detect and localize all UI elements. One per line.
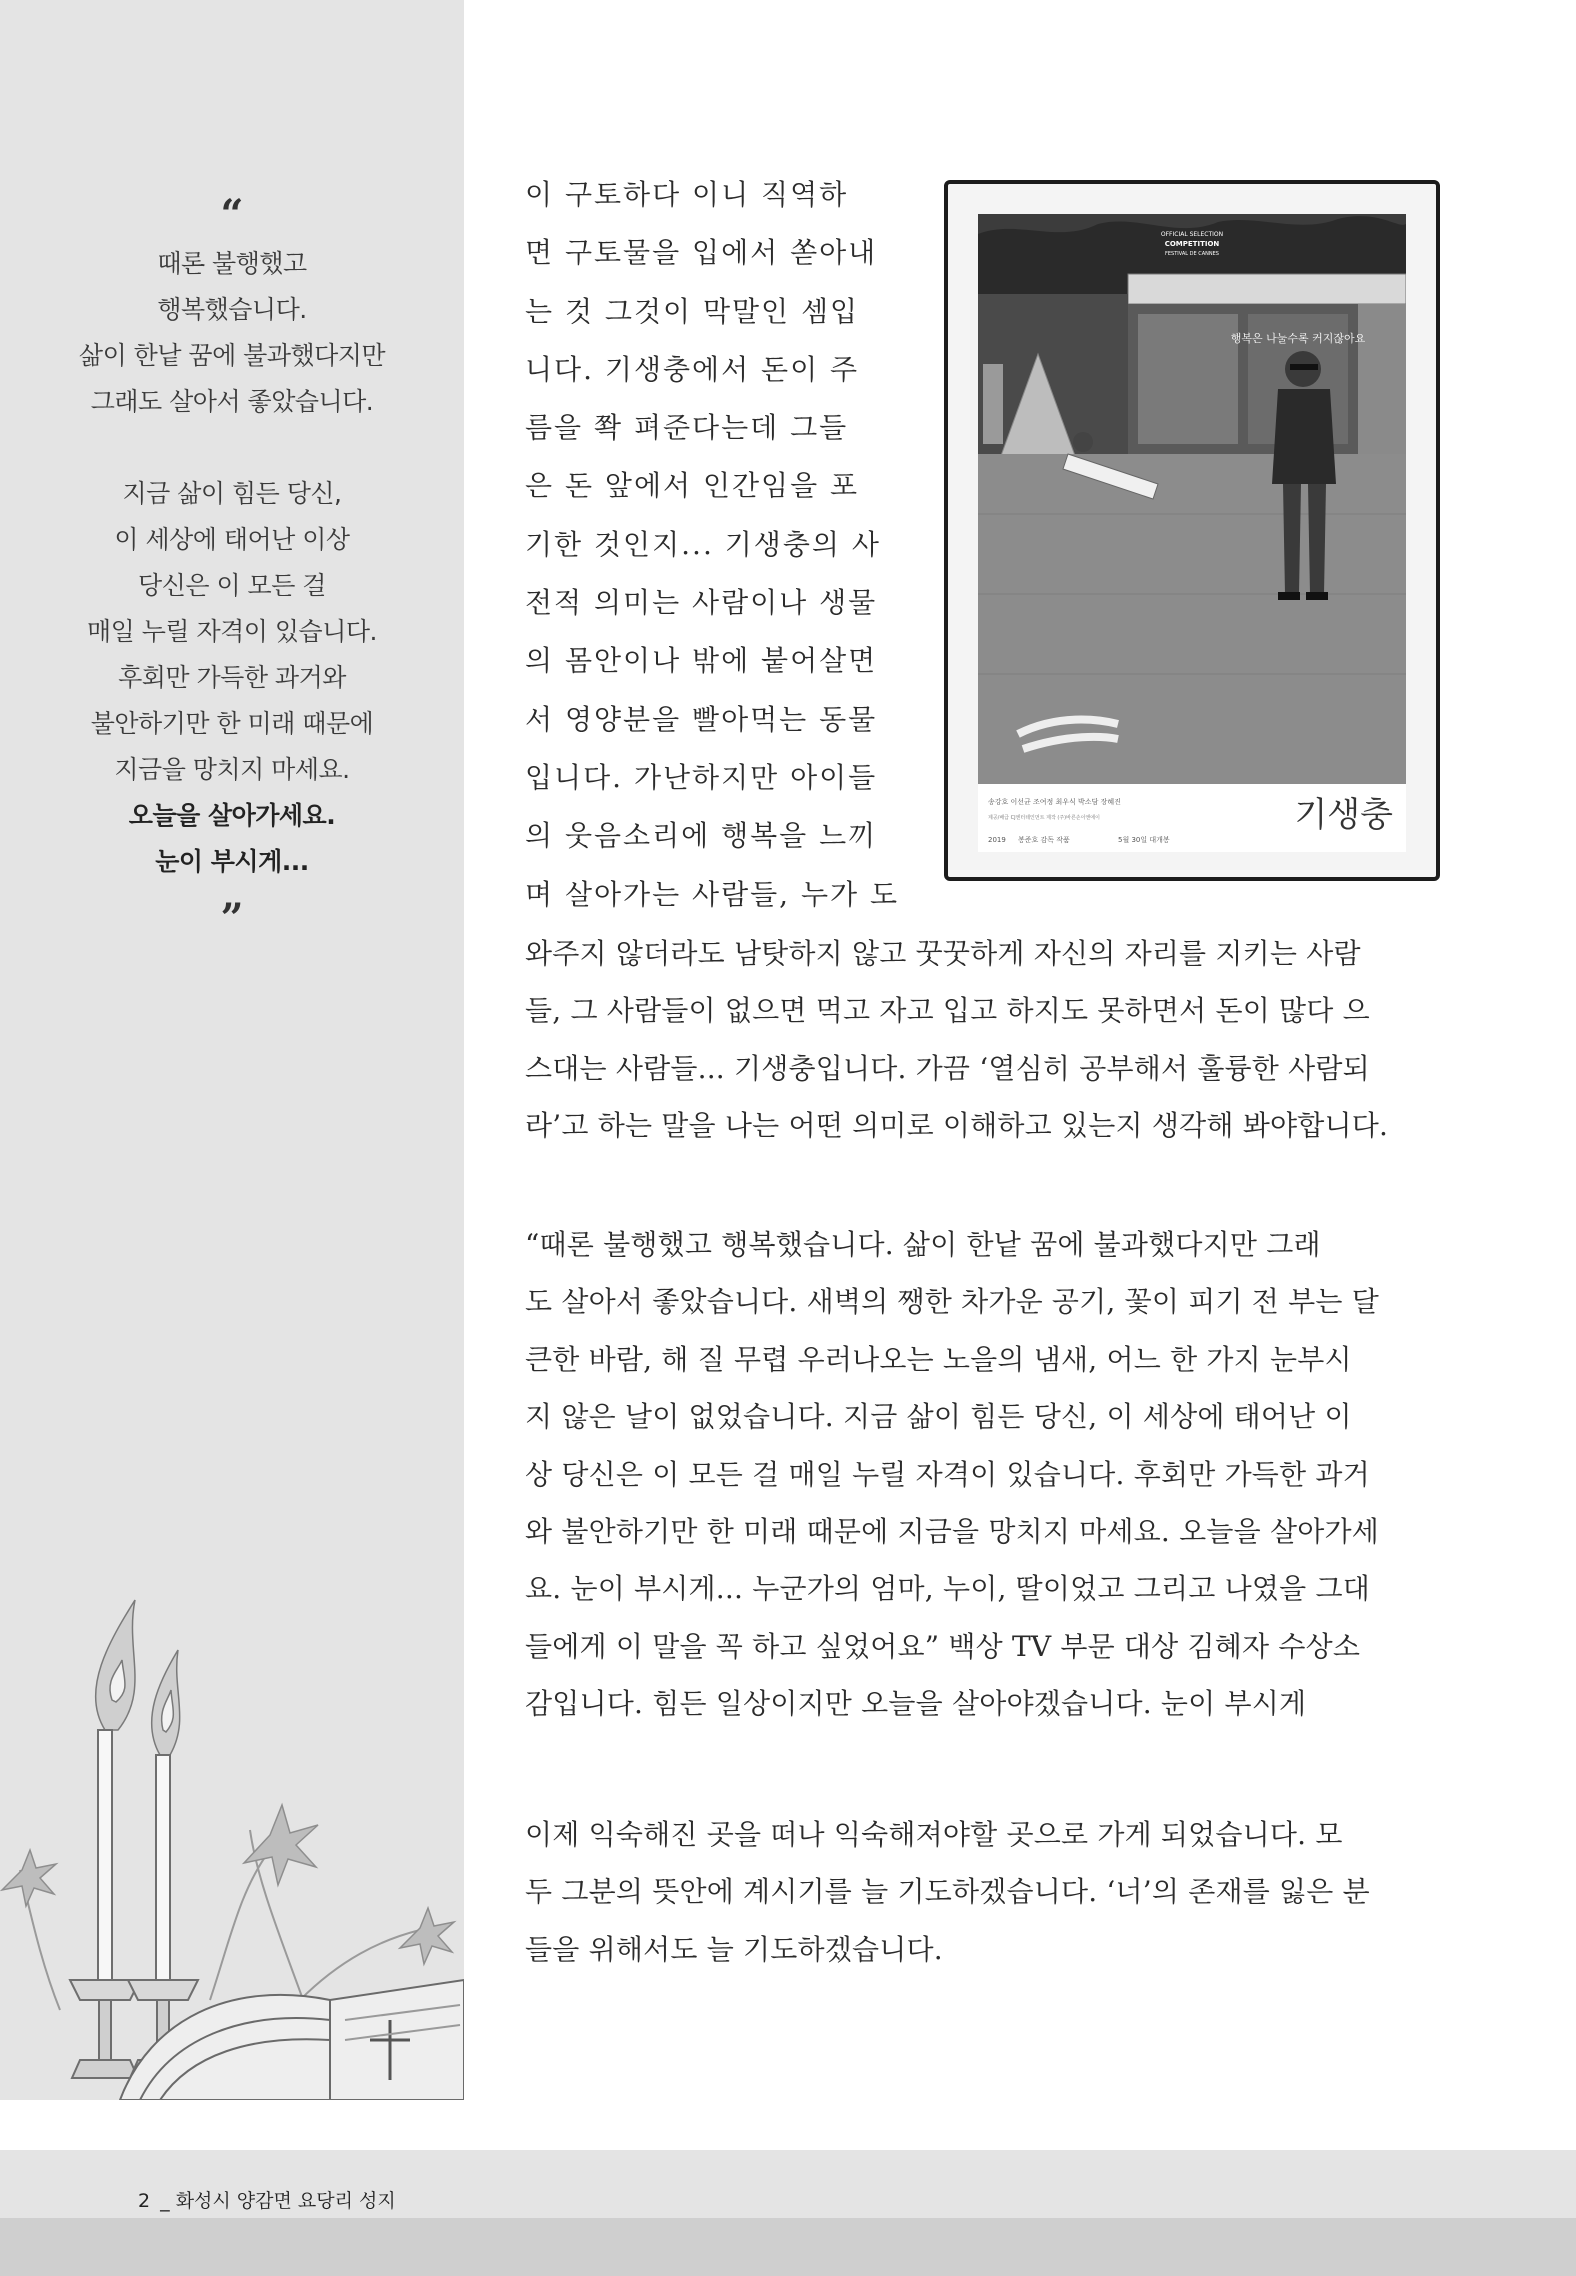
text-line: 입니다. 가난하지만 아이들 [525, 760, 878, 794]
quote-line: 매일 누릴 자격이 있습니다. [87, 617, 377, 646]
text-line: 와 불안하기만 한 미래 때문에 지금을 망치지 마세요. 오늘을 살아가세 [525, 1515, 1379, 1549]
poster-festival-sub: FESTIVAL DE CANNES [1165, 251, 1219, 257]
poster-release: 5월 30일 대개봉 [1118, 836, 1170, 844]
text-line: 전적 의미는 사람이나 생물 [525, 586, 878, 620]
text-line: 며 살아가는 사람들, 누가 도 [525, 877, 900, 911]
movie-poster-frame [944, 180, 1440, 881]
page-number: 2 [138, 2190, 151, 2212]
page-footer [138, 2186, 396, 2213]
text-line: 스대는 사람들... 기생충입니다. 가끔 ‘열심히 공부해서 훌륭한 사람되 [525, 1051, 1370, 1085]
text-line: 서 영양분을 빨아먹는 동물 [525, 702, 878, 736]
footer-separator: _ [160, 2190, 170, 2212]
left-sidebar [0, 0, 464, 2100]
quote-line: 후회만 가득한 과거와 [118, 663, 346, 692]
text-line: 요. 눈이 부시게... 누군가의 엄마, 누이, 딸이었고 그리고 나였을 그대 [525, 1572, 1370, 1606]
text-line: 이 구토하다 이니 직역하 [525, 178, 849, 211]
quote-line: 그래도 살아서 좋았습니다. [90, 387, 374, 416]
quote-line: 때론 불행했고 [157, 249, 307, 278]
text-line: 이제 익숙해진 곳을 떠나 익숙해져야할 곳으로 가게 되었습니다. 모 [525, 1818, 1343, 1851]
open-quote-mark: “ [220, 191, 244, 238]
poster-tagline: 행복은 나눌수록 커지잖아요 [1230, 332, 1366, 345]
text-line: 도 살아서 좋았습니다. 새벽의 쨍한 차가운 공기, 꽃이 피기 전 부는 달 [525, 1285, 1380, 1319]
poster-festival-text: OFFICIAL SELECTION [1160, 231, 1224, 238]
text-line: 니다. 기생충에서 돈이 주 [525, 352, 860, 386]
poster-director: 봉준호 감독 작품 [1018, 836, 1070, 844]
quote-line: 행복했습니다. [157, 295, 307, 324]
article-narrow-column [525, 166, 900, 924]
close-quote-mark: ” [220, 895, 244, 942]
poster-competition-text: COMPETITION [1164, 240, 1220, 248]
text-line: 큰한 바람, 해 질 무렵 우러나오는 노을의 냄새, 어느 한 가지 눈부시 [525, 1342, 1352, 1376]
poster-cast: 송강호 이선균 조여정 최우식 박소담 장혜진 [988, 798, 1121, 806]
footer-label: 화성시 양감면 요당리 성지 [175, 2190, 396, 2212]
text-line: 지 않은 날이 없었습니다. 지금 삶이 힘든 당신, 이 세상에 태어난 이 [525, 1400, 1352, 1434]
text-line: 면 구토물을 입에서 쏟아내 [525, 236, 878, 270]
quote-line: 삶이 한낱 꿈에 불과했다지만 [78, 341, 386, 370]
sidebar-quote [0, 191, 464, 942]
text-line: 와주지 않더라도 남탓하지 않고 꿋꿋하게 자신의 자리를 지키는 사람 [525, 937, 1361, 970]
quote-line: 지금을 망치지 마세요. [114, 755, 350, 784]
article-paragraph-2 [525, 1216, 1435, 1733]
poster-title: 기생충 [1294, 795, 1393, 835]
poster-year: 2019 [988, 836, 1006, 844]
article-paragraph-3 [525, 1806, 1435, 1978]
text-line: 는 것 그것이 막말인 셈입 [525, 294, 860, 328]
quote-line: 지금 삶이 힘든 당신, [122, 479, 342, 508]
text-line: 감입니다. 힘든 일상이지만 오늘을 살아야겠습니다. 눈이 부시게 [525, 1687, 1307, 1721]
text-line: 의 몸안이나 밖에 붙어살면 [525, 644, 878, 678]
text-line: 두 그분의 뜻안에 계시기를 늘 기도하겠습니다. ‘너’의 존재를 잃은 분 [525, 1875, 1370, 1909]
candles-bible-illustration [0, 1580, 464, 2100]
text-line: 은 돈 앞에서 인간임을 포 [525, 469, 860, 503]
quote-bold-line: 눈이 부시게... [155, 847, 309, 876]
text-line: 라’고 하는 말을 나는 어떤 의미로 이해하고 있는지 생각해 봐야합니다. [525, 1109, 1389, 1143]
text-line: 기한 것인지... 기생충의 사 [525, 527, 881, 561]
quote-bold-line: 오늘을 살아가세요. [128, 801, 336, 830]
text-line: “때론 불행했고 행복했습니다. 삶이 한낱 꿈에 불과했다지만 그래 [525, 1228, 1321, 1261]
text-line: 들에게 이 말을 꼭 하고 싶었어요” 백상 TV 부문 대상 김혜자 수상소 [525, 1629, 1361, 1663]
article-paragraph-1 [525, 925, 1435, 1155]
parasite-poster [978, 214, 1406, 852]
text-line: 름을 쫙 펴준다는데 그들 [525, 411, 849, 445]
quote-line: 이 세상에 태어난 이상 [114, 525, 350, 554]
text-line: 들, 그 사람들이 없으면 먹고 자고 입고 하지도 못하면서 돈이 많다 으 [525, 994, 1370, 1028]
quote-line: 불안하기만 한 미래 때문에 [90, 709, 374, 738]
text-line: 상 당신은 이 모든 걸 매일 누릴 자격이 있습니다. 후회만 가득한 과거 [525, 1457, 1370, 1491]
poster-credits: 제공/배급 CJ엔터테인먼트 제작 (주)바른손이앤에이 [988, 815, 1100, 821]
quote-line: 당신은 이 모든 걸 [138, 571, 326, 600]
text-line: 들을 위해서도 늘 기도하겠습니다. [525, 1932, 943, 1966]
text-line: 의 웃음소리에 행복을 느끼 [525, 819, 878, 853]
